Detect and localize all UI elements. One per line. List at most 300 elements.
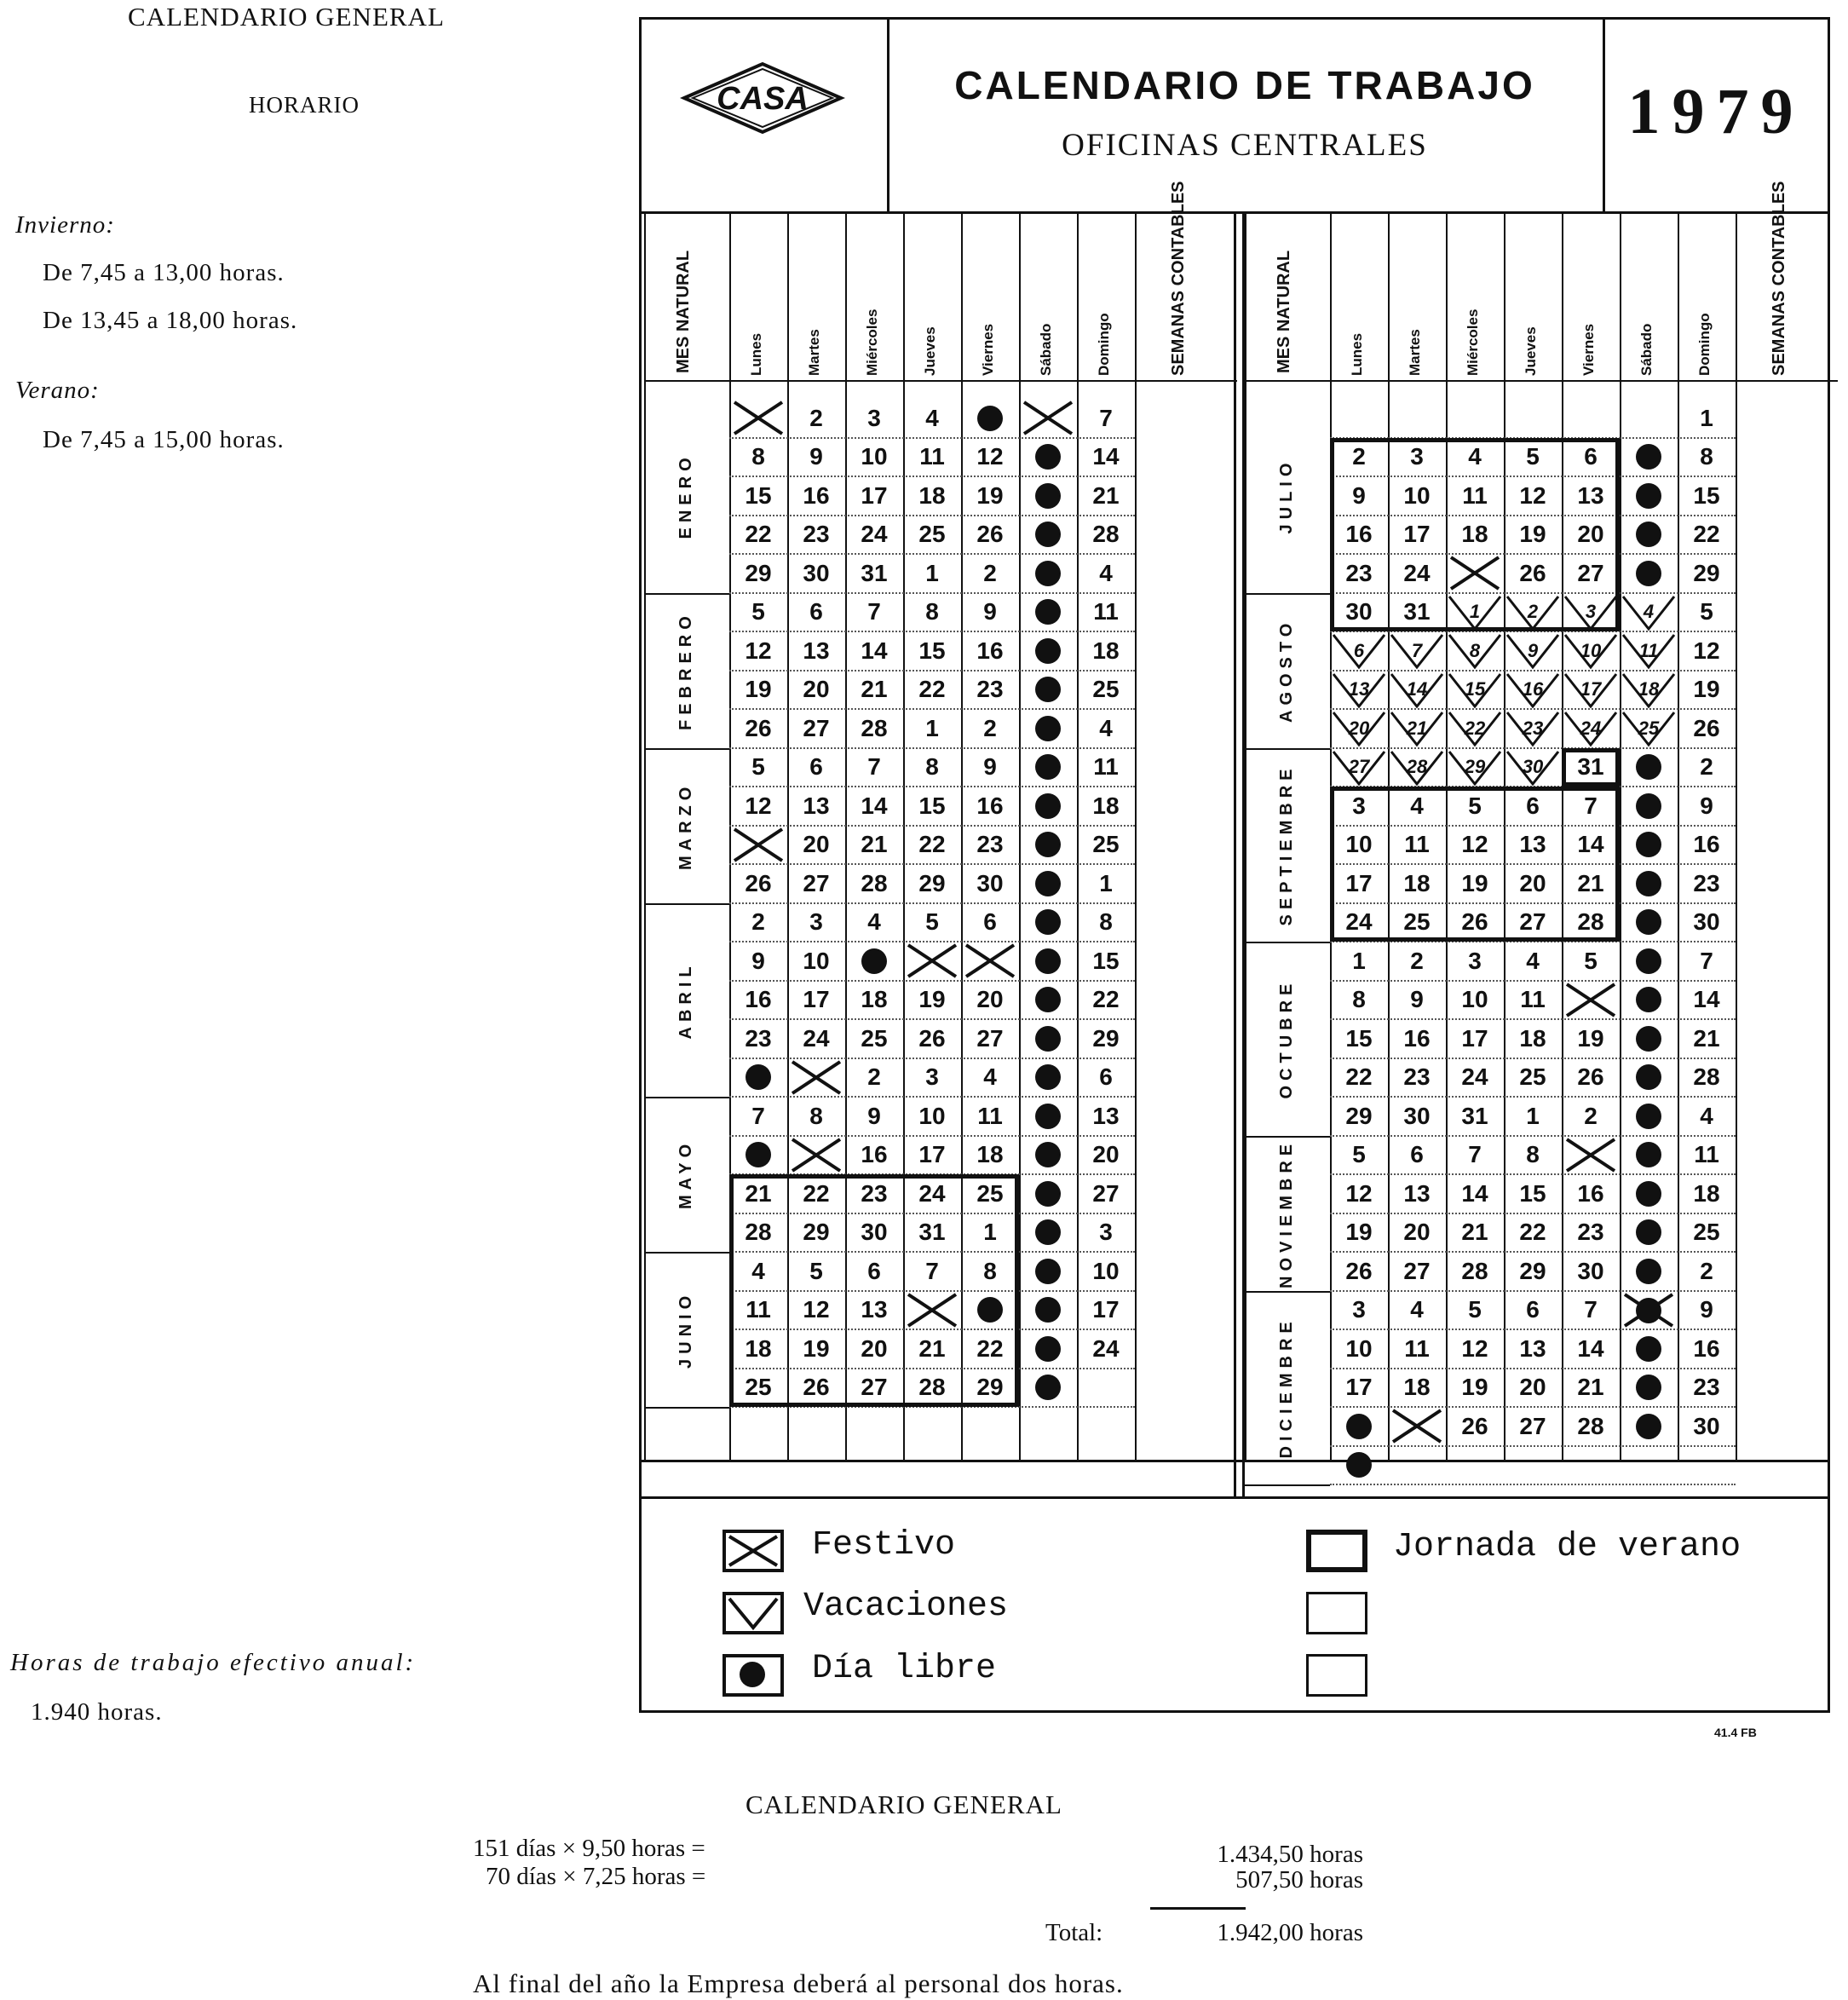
right-day-cell: 5 xyxy=(1468,1296,1482,1323)
right-day-cell: 27 xyxy=(1577,559,1604,586)
left-day-cell: 17 xyxy=(803,986,830,1012)
right-day-cell: 27 xyxy=(1519,1412,1546,1439)
right-day-cell: 14 xyxy=(1577,831,1604,857)
calendar-grid xyxy=(642,20,1830,1715)
left-day-cell: 31 xyxy=(918,1219,946,1245)
jornada-verano-box xyxy=(1562,748,1620,787)
right-month-diciembre: DICIEMBRE xyxy=(1277,1317,1296,1459)
left-day-cell xyxy=(1019,787,1077,825)
right-day-cell xyxy=(1620,1174,1678,1213)
right-day-cell xyxy=(1620,787,1678,825)
left-day-cell xyxy=(961,942,1019,980)
right-day-cell: 19 xyxy=(1577,1024,1604,1052)
left-day-cell: 3 xyxy=(1099,1219,1113,1245)
right-day-cell: 4 xyxy=(1620,593,1678,631)
right-day-cell: 17 xyxy=(1461,1024,1488,1052)
right-day-cell: 20 xyxy=(1330,709,1388,747)
right-day-cell: 10 xyxy=(1403,481,1431,509)
calendar-year: 1979 xyxy=(1627,76,1805,147)
right-day-cell: 15 xyxy=(1345,1024,1373,1052)
right-day-cell xyxy=(1504,1446,1562,1484)
left-day-cell: 9 xyxy=(983,753,997,780)
left-day-cell: 25 xyxy=(745,1374,772,1400)
left-day-cell: 1 xyxy=(983,1219,997,1245)
right-day-cell: 28 xyxy=(1461,1257,1488,1284)
jornada-verano-legend-label: Jornada de verano xyxy=(1393,1528,1741,1566)
left-day-cell: 11 xyxy=(977,1102,1003,1129)
left-day-cell xyxy=(1019,709,1077,747)
right-day-cell: 28 xyxy=(1388,748,1446,787)
left-day-cell: 10 xyxy=(918,1102,946,1129)
left-day-cell: 20 xyxy=(1092,1141,1120,1167)
left-day-cell: 21 xyxy=(861,831,888,857)
right-day-cell: 28 xyxy=(1577,908,1604,935)
calc-line-1-value: 1.434,50 horas xyxy=(1217,1841,1363,1868)
right-day-cell: 7 xyxy=(1388,631,1446,670)
left-day-cell: 30 xyxy=(861,1219,888,1245)
left-day-cell: 29 xyxy=(918,869,946,896)
left-day-cell: 23 xyxy=(803,521,830,547)
work-calendar xyxy=(639,17,1830,1713)
right-day-cell xyxy=(1330,399,1388,437)
right-day-cell: 5 xyxy=(1584,947,1598,974)
vacaciones-legend-label: Vacaciones xyxy=(803,1588,1009,1626)
left-day-header-0: Lunes xyxy=(748,332,764,376)
bottom-title: CALENDARIO GENERAL xyxy=(746,1790,1062,1819)
right-day-cell: 4 xyxy=(1700,1102,1713,1129)
left-day-cell: 15 xyxy=(745,481,772,509)
right-day-cell xyxy=(1562,399,1620,437)
empty-legend-box-2 xyxy=(1306,1654,1367,1697)
right-day-header-6: Domingo xyxy=(1696,313,1713,376)
right-day-cell: 3 xyxy=(1410,443,1424,470)
left-day-cell: 26 xyxy=(803,1374,830,1400)
left-day-cell xyxy=(1019,593,1077,631)
right-day-cell: 11 xyxy=(1520,986,1546,1012)
left-day-cell: 4 xyxy=(1099,559,1113,586)
right-day-cell: 28 xyxy=(1577,1412,1604,1439)
left-day-cell: 7 xyxy=(867,753,881,780)
right-day-cell: 14 xyxy=(1693,986,1720,1012)
left-day-cell xyxy=(1019,438,1077,476)
right-day-cell: 19 xyxy=(1345,1219,1373,1245)
left-day-cell: 8 xyxy=(925,598,939,625)
left-day-cell: 27 xyxy=(861,1374,888,1400)
right-day-cell: 25 xyxy=(1620,709,1678,747)
left-day-cell: 30 xyxy=(976,869,1004,896)
left-day-cell: 16 xyxy=(861,1141,888,1167)
right-day-cell: 3 xyxy=(1352,1296,1366,1323)
right-day-cell: 28 xyxy=(1693,1063,1720,1090)
right-day-cell: 8 xyxy=(1446,631,1504,670)
right-day-cell: 8 xyxy=(1526,1141,1540,1167)
right-day-cell: 23 xyxy=(1693,869,1720,896)
left-day-cell: 21 xyxy=(861,676,888,702)
left-day-cell: 20 xyxy=(976,986,1004,1012)
left-day-cell: 1 xyxy=(925,559,939,586)
left-day-cell: 12 xyxy=(976,443,1004,470)
right-day-cell: 11 xyxy=(1404,1334,1430,1362)
left-day-cell: 7 xyxy=(751,1102,765,1129)
left-day-cell: 10 xyxy=(1092,1257,1120,1284)
right-day-cell: 20 xyxy=(1519,869,1546,896)
right-day-cell: 30 xyxy=(1345,598,1373,625)
left-day-cell: 24 xyxy=(861,521,888,547)
left-month-junio: JUNIO xyxy=(676,1290,695,1369)
left-day-cell xyxy=(1019,942,1077,980)
left-day-cell: 23 xyxy=(976,676,1004,702)
right-day-cell: 11 xyxy=(1620,631,1678,670)
left-day-cell: 3 xyxy=(867,404,881,431)
left-day-cell: 11 xyxy=(1093,598,1119,625)
right-day-cell: 4 xyxy=(1410,792,1424,819)
right-day-cell: 2 xyxy=(1700,1257,1713,1284)
right-day-cell xyxy=(1620,1097,1678,1135)
right-day-cell xyxy=(1620,554,1678,592)
right-day-cell xyxy=(1620,1329,1678,1368)
left-day-header-1: Martes xyxy=(806,329,822,376)
right-day-header-3: Jueves xyxy=(1523,326,1539,376)
right-day-cell: 17 xyxy=(1562,671,1620,709)
left-day-cell: 18 xyxy=(1092,792,1120,819)
left-title: CALENDARIO GENERAL xyxy=(128,2,445,32)
right-day-cell: 12 xyxy=(1345,1179,1373,1207)
left-day-cell: 15 xyxy=(918,637,946,664)
right-month-septiembre: SEPTIEMBRE xyxy=(1277,764,1296,926)
total-label: Total: xyxy=(1045,1919,1103,1946)
left-day-cell: 23 xyxy=(745,1024,772,1052)
left-day-cell: 17 xyxy=(861,481,888,509)
left-day-cell: 14 xyxy=(861,637,888,664)
right-day-cell: 24 xyxy=(1403,559,1431,586)
right-day-header-4: Viernes xyxy=(1580,323,1597,376)
right-day-cell: 10 xyxy=(1345,831,1373,857)
left-day-cell xyxy=(729,399,787,437)
left-day-header-6: Domingo xyxy=(1096,313,1112,376)
right-day-cell xyxy=(1388,1407,1446,1445)
right-day-cell: 11 xyxy=(1404,831,1430,857)
left-day-cell: 18 xyxy=(976,1141,1004,1167)
right-day-cell: 6 xyxy=(1526,1296,1540,1323)
left-day-cell: 21 xyxy=(918,1334,946,1362)
right-month-octubre: OCTUBRE xyxy=(1277,978,1296,1099)
right-day-cell: 12 xyxy=(1461,1334,1488,1362)
right-day-cell xyxy=(1620,1369,1678,1407)
right-day-cell: 7 xyxy=(1468,1141,1482,1167)
right-day-cell: 25 xyxy=(1693,1219,1720,1245)
right-day-cell: 4 xyxy=(1468,443,1482,470)
left-day-cell: 8 xyxy=(751,443,765,470)
right-day-cell: 10 xyxy=(1345,1334,1373,1362)
right-day-cell: 19 xyxy=(1693,676,1720,702)
left-day-cell: 13 xyxy=(861,1296,888,1323)
right-day-cell: 26 xyxy=(1461,1412,1488,1439)
left-month-febrero: FEBRERO xyxy=(676,610,695,730)
right-day-cell: 23 xyxy=(1577,1219,1604,1245)
right-day-cell xyxy=(1330,1407,1388,1445)
left-day-cell: 28 xyxy=(1092,521,1120,547)
right-day-cell xyxy=(1446,1446,1504,1484)
right-day-cell xyxy=(1620,1407,1678,1445)
right-day-cell: 18 xyxy=(1693,1179,1720,1207)
total-value: 1.942,00 horas xyxy=(1217,1919,1363,1946)
left-day-header-2: Miércoles xyxy=(864,308,880,376)
left-day-cell xyxy=(1019,864,1077,902)
right-day-cell: 23 xyxy=(1504,709,1562,747)
left-day-cell: 13 xyxy=(803,637,830,664)
left-day-cell: 23 xyxy=(976,831,1004,857)
right-day-cell xyxy=(1678,1446,1736,1484)
logo-text: CASA xyxy=(717,81,809,117)
right-day-cell: 30 xyxy=(1693,908,1720,935)
left-day-cell: 8 xyxy=(983,1257,997,1284)
right-day-cell: 8 xyxy=(1700,443,1713,470)
right-day-cell: 16 xyxy=(1693,1334,1720,1362)
left-day-cell: 16 xyxy=(745,986,772,1012)
right-day-cell: 9 xyxy=(1700,792,1713,819)
left-day-cell xyxy=(1019,516,1077,554)
left-day-cell: 7 xyxy=(1099,404,1113,431)
right-day-cell xyxy=(1620,1019,1678,1058)
right-day-cell xyxy=(1388,1446,1446,1484)
right-day-cell: 9 xyxy=(1700,1296,1713,1323)
right-day-cell: 9 xyxy=(1410,986,1424,1012)
left-day-cell: 7 xyxy=(925,1257,939,1284)
right-day-cell: 6 xyxy=(1526,792,1540,819)
right-day-cell: 30 xyxy=(1693,1412,1720,1439)
right-day-cell: 18 xyxy=(1620,671,1678,709)
right-day-cell: 1 xyxy=(1700,404,1713,431)
left-semanas-header: SEMANAS CONTABLES xyxy=(1169,181,1188,376)
right-day-cell xyxy=(1620,476,1678,515)
left-day-cell: 4 xyxy=(867,908,881,935)
left-day-cell: 25 xyxy=(918,521,946,547)
right-day-cell: 4 xyxy=(1410,1296,1424,1323)
left-month-enero: ENERO xyxy=(676,452,695,539)
left-day-cell xyxy=(903,942,961,980)
left-day-cell: 24 xyxy=(918,1179,946,1207)
right-day-cell: 27 xyxy=(1519,908,1546,935)
right-day-cell: 20 xyxy=(1403,1219,1431,1245)
right-day-cell: 24 xyxy=(1562,709,1620,747)
left-day-header-5: Sábado xyxy=(1038,323,1054,376)
right-day-cell: 27 xyxy=(1403,1257,1431,1284)
left-day-cell: 21 xyxy=(745,1179,772,1207)
corner-mark: 41.4 FB xyxy=(1714,1726,1757,1739)
right-day-cell: 12 xyxy=(1519,481,1546,509)
right-day-cell xyxy=(1620,1213,1678,1252)
right-day-cell: 24 xyxy=(1345,908,1373,935)
right-day-cell: 21 xyxy=(1577,1374,1604,1400)
right-day-cell: 13 xyxy=(1577,481,1604,509)
right-day-cell: 2 xyxy=(1584,1102,1598,1129)
right-day-cell: 4 xyxy=(1526,947,1540,974)
right-day-cell: 8 xyxy=(1352,986,1366,1012)
right-day-cell: 13 xyxy=(1330,671,1388,709)
left-day-cell: 25 xyxy=(1092,676,1120,702)
right-day-cell: 1 xyxy=(1526,1102,1540,1129)
right-day-cell: 2 xyxy=(1410,947,1424,974)
right-day-cell: 12 xyxy=(1693,637,1720,664)
right-day-cell: 17 xyxy=(1345,869,1373,896)
left-day-cell: 3 xyxy=(925,1063,939,1090)
left-day-cell: 28 xyxy=(918,1374,946,1400)
left-day-cell: 22 xyxy=(803,1179,830,1207)
left-day-cell: 14 xyxy=(1092,443,1120,470)
left-day-cell xyxy=(1019,748,1077,787)
right-day-cell: 6 xyxy=(1410,1141,1424,1167)
left-day-cell: 2 xyxy=(983,559,997,586)
right-day-cell xyxy=(1562,1136,1620,1174)
right-day-cell xyxy=(1620,1058,1678,1097)
left-day-cell: 16 xyxy=(976,637,1004,664)
left-day-cell: 6 xyxy=(983,908,997,935)
left-day-cell: 2 xyxy=(867,1063,881,1090)
verano-label: Verano: xyxy=(15,377,100,404)
left-day-cell xyxy=(1019,671,1077,709)
right-day-cell: 7 xyxy=(1584,1296,1598,1323)
left-day-cell: 29 xyxy=(1092,1024,1120,1052)
left-day-cell xyxy=(1019,1019,1077,1058)
left-day-cell xyxy=(1019,1213,1077,1252)
right-day-cell: 3 xyxy=(1352,792,1366,819)
calc-line-2-value: 507,50 horas xyxy=(1235,1866,1363,1893)
right-semanas-header: SEMANAS CONTABLES xyxy=(1770,181,1788,376)
invierno-line-2: De 13,45 a 18,00 horas. xyxy=(43,307,298,334)
right-day-header-0: Lunes xyxy=(1349,332,1365,376)
festivo-legend-label: Festivo xyxy=(812,1526,956,1565)
left-day-cell: 2 xyxy=(809,404,823,431)
right-day-cell: 9 xyxy=(1352,481,1366,509)
right-day-cell: 29 xyxy=(1446,748,1504,787)
left-day-cell xyxy=(729,1136,787,1174)
right-day-cell: 5 xyxy=(1526,443,1540,470)
left-day-cell: 8 xyxy=(1099,908,1113,935)
left-day-cell: 18 xyxy=(745,1334,772,1362)
right-day-cell: 22 xyxy=(1519,1219,1546,1245)
left-day-cell xyxy=(1019,631,1077,670)
left-day-cell: 27 xyxy=(1092,1179,1120,1207)
left-day-cell: 12 xyxy=(745,792,772,819)
left-day-cell: 18 xyxy=(918,481,946,509)
right-day-cell: 23 xyxy=(1345,559,1373,586)
left-day-cell xyxy=(845,942,903,980)
festivo-legend-icon xyxy=(723,1530,784,1572)
right-day-cell: 22 xyxy=(1345,1063,1373,1090)
right-mes-header: MES NATURAL xyxy=(1275,250,1293,374)
footer-note: Al final del año la Empresa deberá al personal dos horas. xyxy=(473,1968,1124,1998)
right-day-cell xyxy=(1562,981,1620,1019)
right-day-cell: 2 xyxy=(1504,593,1562,631)
left-month-mayo: MAYO xyxy=(676,1138,695,1210)
left-day-header-3: Jueves xyxy=(922,326,938,376)
left-day-cell: 19 xyxy=(918,986,946,1012)
left-day-cell: 1 xyxy=(925,714,939,741)
right-day-cell: 26 xyxy=(1577,1063,1604,1090)
left-day-cell: 5 xyxy=(809,1257,823,1284)
left-day-cell xyxy=(1019,476,1077,515)
left-day-cell: 26 xyxy=(745,714,772,741)
right-month-agosto: AGOSTO xyxy=(1277,618,1296,723)
right-day-header-2: Miércoles xyxy=(1465,308,1481,376)
left-day-cell: 19 xyxy=(745,676,772,702)
right-day-cell: 7 xyxy=(1700,947,1713,974)
left-day-cell xyxy=(787,1136,845,1174)
right-day-cell: 26 xyxy=(1693,714,1720,741)
left-day-cell: 13 xyxy=(803,792,830,819)
left-day-cell: 6 xyxy=(1099,1063,1113,1090)
right-day-cell xyxy=(1388,399,1446,437)
left-day-cell: 25 xyxy=(1092,831,1120,857)
right-day-cell xyxy=(1620,903,1678,942)
invierno-line-1: De 7,45 a 13,00 horas. xyxy=(43,259,285,286)
jornada-verano-box xyxy=(1330,787,1620,942)
empty-legend-box-1 xyxy=(1306,1592,1367,1634)
left-day-cell: 26 xyxy=(745,869,772,896)
left-day-cell: 20 xyxy=(803,676,830,702)
left-day-cell: 5 xyxy=(925,908,939,935)
right-day-cell: 21 xyxy=(1577,869,1604,896)
left-day-cell: 16 xyxy=(976,792,1004,819)
left-month-abril: ABRIL xyxy=(676,960,695,1039)
horas-anual-value: 1.940 horas. xyxy=(31,1698,163,1726)
right-day-cell xyxy=(1504,399,1562,437)
right-day-cell: 14 xyxy=(1388,671,1446,709)
left-day-cell: 27 xyxy=(976,1024,1004,1052)
left-day-cell: 9 xyxy=(751,947,765,974)
left-day-cell xyxy=(1077,1369,1135,1407)
left-day-cell: 18 xyxy=(1092,637,1120,664)
left-day-cell: 15 xyxy=(1092,947,1120,974)
right-day-cell: 22 xyxy=(1446,709,1504,747)
left-day-cell: 28 xyxy=(861,714,888,741)
right-day-cell: 5 xyxy=(1468,792,1482,819)
right-day-cell: 22 xyxy=(1693,521,1720,547)
left-day-header-4: Viernes xyxy=(980,323,996,376)
left-day-cell: 12 xyxy=(745,637,772,664)
right-day-cell: 29 xyxy=(1519,1257,1546,1284)
right-day-cell: 16 xyxy=(1504,671,1562,709)
left-day-cell: 24 xyxy=(803,1024,830,1052)
left-day-cell: 29 xyxy=(745,559,772,586)
left-day-cell: 20 xyxy=(803,831,830,857)
right-day-cell: 25 xyxy=(1519,1063,1546,1090)
left-day-cell: 6 xyxy=(809,598,823,625)
right-day-cell xyxy=(1620,864,1678,902)
right-day-cell: 30 xyxy=(1504,748,1562,787)
right-day-cell xyxy=(1330,1446,1388,1484)
left-day-cell: 28 xyxy=(861,869,888,896)
left-day-cell xyxy=(729,1058,787,1097)
left-day-cell: 22 xyxy=(976,1334,1004,1362)
left-day-cell: 25 xyxy=(861,1024,888,1052)
right-day-cell: 14 xyxy=(1577,1334,1604,1362)
right-day-cell: 15 xyxy=(1446,671,1504,709)
left-day-cell: 16 xyxy=(803,481,830,509)
left-day-cell: 25 xyxy=(976,1179,1004,1207)
calc-line-1-label: 151 días × 9,50 horas = xyxy=(473,1835,705,1862)
left-day-cell: 15 xyxy=(918,792,946,819)
right-day-cell: 20 xyxy=(1577,521,1604,547)
left-day-cell xyxy=(961,399,1019,437)
left-day-cell xyxy=(1019,1097,1077,1135)
right-day-cell: 15 xyxy=(1693,481,1720,509)
left-mes-header: MES NATURAL xyxy=(674,250,693,374)
right-day-cell xyxy=(1620,748,1678,787)
left-day-cell: 4 xyxy=(925,404,939,431)
left-day-cell: 11 xyxy=(746,1296,771,1323)
right-day-cell: 16 xyxy=(1693,831,1720,857)
